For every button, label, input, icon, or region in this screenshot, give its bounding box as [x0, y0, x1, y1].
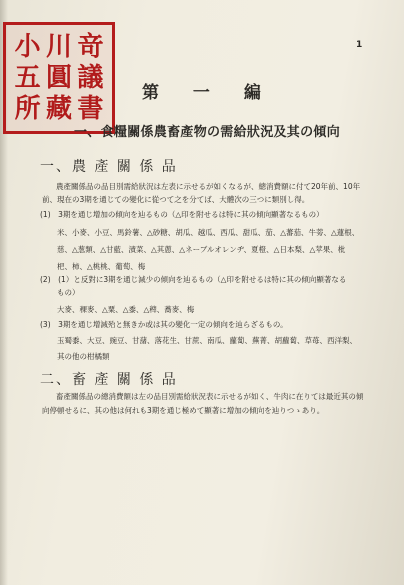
- group-list-line: 其の他の柑橘類: [57, 352, 110, 361]
- group-list-line: 杷、柿、△桃桃、葡萄、梅: [57, 262, 146, 271]
- group-label: (3) 3期を通じ增減殆と無きか或は其の變化一定の傾向を辿らざるもの。: [40, 320, 288, 329]
- seal-char: 五: [14, 62, 41, 93]
- group-label: (2) (1）と反對に3期を通じ減少の傾向を辿るもの（△印を附せるは特に其の傾向顯著なる: [40, 275, 347, 284]
- seal-char: 所: [14, 94, 41, 125]
- seal-char: 小: [14, 31, 41, 62]
- group-list-line: 慈、△葱類、△甘藍、漬菜、△其蔥、△ネーブルオレンヂ、夏橙、△日本梨、△苹果、枇: [57, 245, 346, 254]
- paragraph-line: 農產關係品の品目別需給狀況は左表に示せるが如くなるが、總消費額に付て20年前、10年: [56, 182, 361, 191]
- group-list-line: 玉蜀黍、大豆、豌豆、甘藷、落花生、甘蔗、南瓜、蘿蔔、蕪菁、胡蘿蔔、草苺、西洋梨、: [57, 336, 357, 345]
- owner-seal-stamp: [3, 22, 115, 134]
- paragraph-line: 向停頓せるに、其の他は何れも3期を通じ極めて顯著に增加の傾向を辿りつゝあり。: [42, 406, 325, 415]
- group-list-line: 米、小麥、小豆、馬鈴薯、△砂糖、胡瓜、越瓜、西瓜、甜瓜、茄、△蕃茄、牛蒡、△蓮根、: [57, 228, 360, 237]
- paragraph-line: 前、現在の3期を通じての變化に從つて之を分てば、大體次の三つに類別し得。: [42, 195, 310, 204]
- seal-char: 藏: [45, 94, 72, 125]
- seal-char: 議: [77, 62, 104, 93]
- section-heading-livestock: 二、畜 產 關 係 品: [40, 372, 178, 388]
- seal-char: 川: [45, 31, 72, 62]
- section-heading-agriculture: 一、農 產 關 係 品: [40, 159, 178, 175]
- seal-char: 竒: [77, 31, 104, 62]
- page-number: 1: [356, 40, 363, 50]
- seal-char: 書: [77, 94, 104, 125]
- main-title: 一、食糧關係農畜產物の需給狀況及其の傾向: [74, 125, 341, 140]
- group-label: (1) 3期を通じ增加の傾向を辿るもの（△印を附せるは特に其の傾向顯著なるもの）: [40, 210, 324, 219]
- seal-char: 圓: [45, 62, 72, 93]
- group-label-continued: もの）: [57, 288, 80, 297]
- group-list-line: 大麥、稞麥、△粟、△黍、△稗、蕎麥、梅: [57, 305, 195, 314]
- paragraph-line: 畜產關係品の總消費額は左の品目別需給狀況表に示せるが如く、牛肉に在りては最近其の傾: [56, 392, 364, 401]
- chapter-heading: 第 一 編: [142, 83, 275, 103]
- seal-characters: [12, 31, 106, 125]
